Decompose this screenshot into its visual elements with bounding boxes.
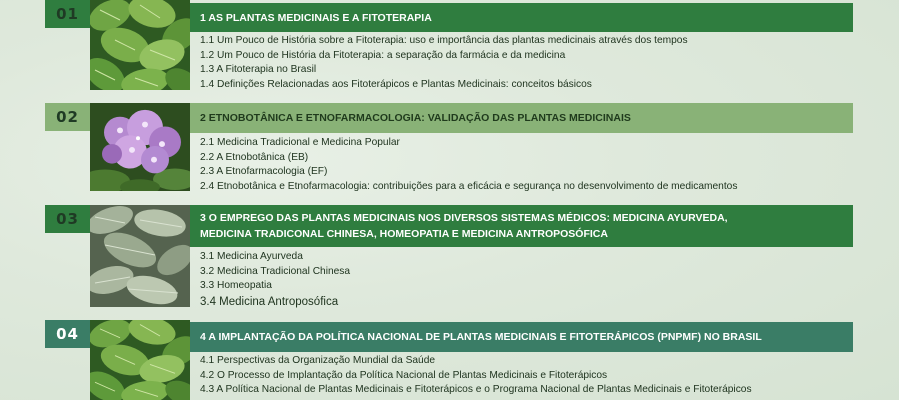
module-title: 4 A IMPLANTAÇÃO DA POLÍTICA NACIONAL DE PLANTAS MEDICINAIS E FITOTERÁPICOS (PNPMF) NO BRASIL — [190, 322, 853, 352]
topic-list — [200, 34, 688, 92]
list-item: 1.3 A Fitoterapia no Brasil — [200, 64, 317, 75]
list-item: 2.2 A Etnobotânica (EB) — [200, 151, 309, 163]
module-number: 02 — [45, 103, 90, 131]
module-title: 1 AS PLANTAS MEDICINAIS E A FITOTERAPIA — [190, 3, 853, 32]
module-number: 01 — [45, 0, 90, 28]
list-item: 1.4 Definições Relacionadas aos Fitoterápicos e Plantas Medicinais: conceitos básicos — [200, 78, 592, 90]
topic-list — [200, 136, 737, 194]
list-item: 2.4 Etnobotânica e Etnofarmacologia: contribuições para a eficácia e segurança no desenvolvimento de medicamentos — [200, 180, 738, 192]
list-item: 2.3 A Etnofarmacologia (EF) — [200, 166, 328, 177]
module-number: 04 — [45, 320, 90, 348]
module-title-line2: MEDICINA TRADICONAL CHINESA, HOMEOPATIA E MEDICINA ANTROPOSÓFICA — [200, 228, 608, 240]
sage-leaves-photo — [90, 205, 190, 307]
list-item: 2.1 Medicina Tradicional e Medicina Popular — [200, 137, 400, 148]
list-item: 3.4 Medicina Antroposófica — [200, 295, 339, 308]
module-number: 03 — [45, 205, 90, 233]
module-title — [190, 205, 853, 247]
purple-flowers-photo — [90, 103, 190, 191]
list-item: 1.2 Um Pouco de História da Fitoterapia: a separação da farmácia e da medicina — [200, 49, 566, 61]
list-item: 3.2 Medicina Tradicional Chinesa — [200, 265, 351, 277]
mint-leaves-photo — [90, 0, 190, 90]
list-item: 4.1 Perspectivas da Organização Mundial da Saúde — [200, 355, 436, 366]
mint-leaves-photo — [90, 320, 190, 400]
topic-list — [200, 250, 350, 310]
list-item: 1.1 Um Pouco de História sobre a Fitoterapia: uso e importância das plantas medicinais através dos tempos — [200, 35, 688, 46]
module-title-line1: 3 O EMPREGO DAS PLANTAS MEDICINAIS NOS DIVERSOS SISTEMAS MÉDICOS: MEDICINA AYURVEDA, — [200, 212, 728, 224]
list-item: 4.3 A Política Nacional de Plantas Medicinais e Fitoterápicos e o Programa Nacional de Plantas Medicinais e Fitoterápicos — [200, 384, 752, 395]
list-item: 3.1 Medicina Ayurveda — [200, 251, 303, 262]
list-item: 3.3 Homeopatia — [200, 280, 272, 291]
module-title: 2 ETNOBOTÂNICA E ETNOFARMACOLOGIA: VALIDAÇÃO DAS PLANTAS MEDICINAIS — [190, 103, 853, 133]
list-item: 4.2 O Processo de Implantação da Política Nacional de Plantas Medicinais e Fitoterápicos — [200, 369, 608, 381]
topic-list — [200, 354, 752, 398]
